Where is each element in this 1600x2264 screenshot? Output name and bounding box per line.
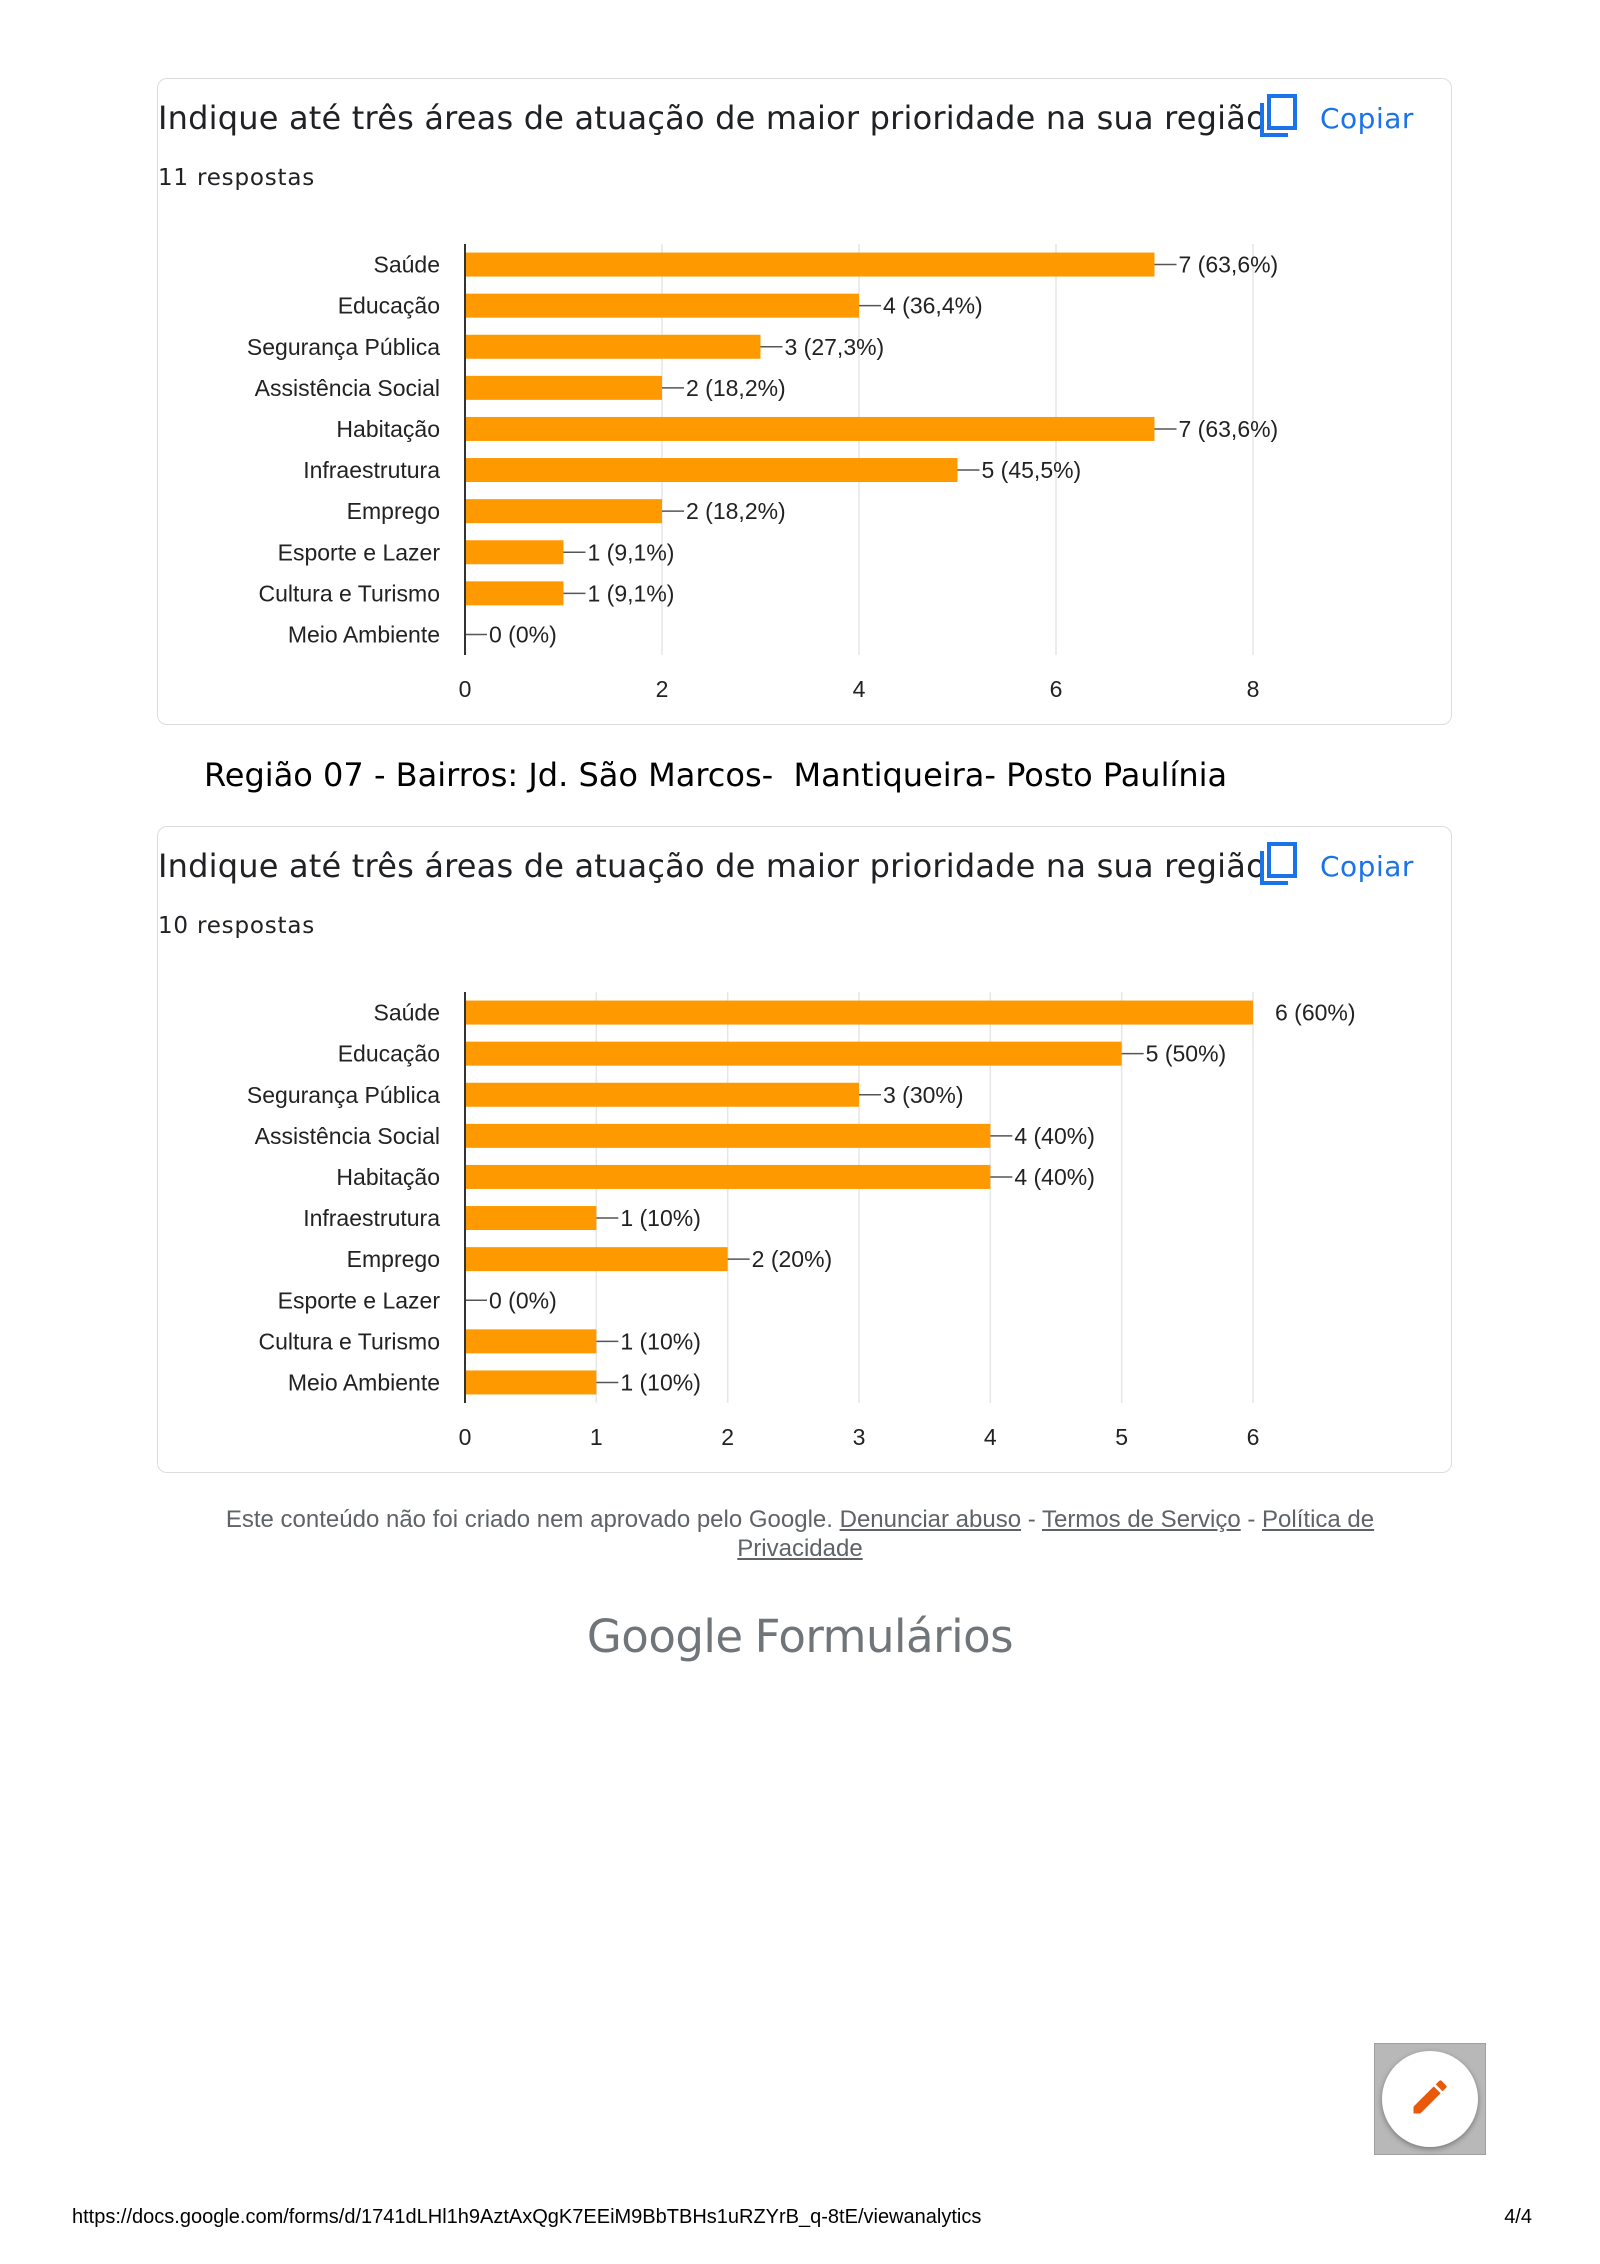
x-tick-label: 0	[458, 676, 472, 702]
data-label: 1 (9,1%)	[587, 580, 675, 607]
category-label: Segurança Pública	[246, 1081, 440, 1108]
bar	[465, 458, 958, 482]
data-label: 1 (10%)	[620, 1369, 701, 1396]
data-label: 2 (18,2%)	[686, 374, 786, 401]
data-label: 0 (0%)	[489, 621, 557, 648]
bar	[465, 1001, 1253, 1025]
separator: -	[1240, 1506, 1263, 1533]
terms-link[interactable]: Termos de Serviço	[1041, 1506, 1241, 1533]
data-label: 7 (63,6%)	[1178, 251, 1279, 278]
x-tick-label: 0	[458, 1424, 472, 1450]
data-label: 7 (63,6%)	[1178, 415, 1279, 442]
data-label: 1 (10%)	[620, 1328, 701, 1355]
brand-product: Formulários	[754, 1610, 1014, 1663]
data-label: 4 (40%)	[1014, 1122, 1095, 1149]
data-label: 5 (45,5%)	[981, 457, 1082, 484]
copy-label: Copiar	[1320, 101, 1414, 135]
edit-button[interactable]	[1382, 2051, 1478, 2147]
response-count: 11 respostas	[158, 165, 316, 191]
x-tick-label: 2	[721, 1424, 735, 1450]
bar	[465, 1370, 596, 1394]
x-tick-label: 3	[852, 1424, 866, 1450]
category-label: Meio Ambiente	[287, 621, 440, 648]
bar	[465, 376, 662, 400]
x-tick-label: 4	[983, 1424, 997, 1450]
bar	[465, 417, 1155, 441]
category-label: Segurança Pública	[246, 333, 440, 360]
summary-card-2	[157, 826, 1452, 1473]
bar	[465, 1247, 728, 1271]
category-label: Habitação	[336, 415, 440, 442]
x-tick-label: 5	[1115, 1424, 1129, 1450]
category-label: Emprego	[346, 1246, 440, 1273]
category-label: Educação	[337, 292, 440, 319]
bar	[465, 1329, 596, 1353]
edit-button-frame	[1374, 2043, 1486, 2155]
category-label: Habitação	[336, 1163, 440, 1190]
bar	[465, 335, 761, 359]
category-label: Emprego	[346, 498, 440, 525]
x-tick-label: 1	[589, 1424, 603, 1450]
summary-card-1	[157, 78, 1452, 725]
disclaimer-text: Este conteúdo não foi criado nem aprovado pelo Google.	[225, 1506, 833, 1533]
category-label: Educação	[337, 1040, 440, 1067]
category-label: Saúde	[373, 251, 440, 278]
separator: -	[1021, 1506, 1042, 1533]
bar	[465, 294, 859, 318]
question-title: Indique até três áreas de atuação de maior prioridade na sua região	[158, 847, 1266, 885]
bar	[465, 581, 564, 605]
category-label: Esporte e Lazer	[277, 539, 440, 566]
x-tick-label: 4	[852, 676, 866, 702]
google-forms-logo[interactable]	[0, 1610, 1600, 1663]
bar-chart	[158, 79, 1451, 724]
category-label: Assistência Social	[254, 374, 440, 401]
category-label: Cultura e Turismo	[258, 580, 440, 607]
bar-chart	[158, 827, 1451, 1472]
copy-label: Copiar	[1320, 849, 1414, 883]
region-heading: Região 07 - Bairros: Jd. São Marcos- Mantiqueira- Posto Paulínia	[204, 756, 1228, 794]
bar	[465, 1165, 990, 1189]
x-tick-label: 8	[1246, 676, 1260, 702]
print-page-number: 4/4	[1504, 2206, 1532, 2228]
category-label: Infraestrutura	[303, 1205, 440, 1232]
brand-google: Google	[586, 1610, 743, 1663]
bar	[465, 499, 662, 523]
data-label: 1 (9,1%)	[587, 539, 675, 566]
bar	[465, 253, 1155, 277]
disclaimer	[200, 1505, 1400, 1563]
bar	[465, 1042, 1122, 1066]
data-label: 5 (50%)	[1145, 1040, 1227, 1067]
response-count: 10 respostas	[158, 913, 316, 939]
category-label: Esporte e Lazer	[277, 1287, 440, 1314]
x-tick-label: 6	[1246, 1424, 1260, 1450]
privacy-link[interactable]: Política de Privacidade	[737, 1506, 1375, 1562]
bar	[465, 1124, 990, 1148]
data-label: 2 (20%)	[751, 1246, 833, 1273]
bar	[465, 1083, 859, 1107]
x-tick-label: 6	[1049, 676, 1063, 702]
category-label: Cultura e Turismo	[258, 1328, 440, 1355]
data-label: 0 (0%)	[489, 1287, 557, 1314]
data-label: 3 (27,3%)	[784, 333, 885, 360]
category-label: Meio Ambiente	[287, 1369, 440, 1396]
category-label: Saúde	[373, 999, 440, 1026]
bar	[465, 1206, 596, 1230]
data-label: 4 (40%)	[1014, 1163, 1095, 1190]
data-label: 6 (60%)	[1275, 999, 1356, 1026]
print-url: https://docs.google.com/forms/d/1741dLHl1h9AztAxQgK7EEiM9BbTBHs1uRZYrB_q-8tE/viewanalytics	[72, 2206, 982, 2228]
x-tick-label: 2	[655, 676, 669, 702]
data-label: 4 (36,4%)	[883, 292, 983, 319]
data-label: 3 (30%)	[883, 1081, 964, 1108]
category-label: Assistência Social	[254, 1122, 440, 1149]
report-abuse-link[interactable]: Denunciar abuso	[839, 1506, 1022, 1533]
category-label: Infraestrutura	[303, 457, 440, 484]
bar	[465, 540, 564, 564]
pencil-icon	[1408, 2075, 1452, 2124]
data-label: 1 (10%)	[620, 1205, 701, 1232]
data-label: 2 (18,2%)	[686, 498, 786, 525]
question-title: Indique até três áreas de atuação de maior prioridade na sua região	[158, 99, 1266, 137]
